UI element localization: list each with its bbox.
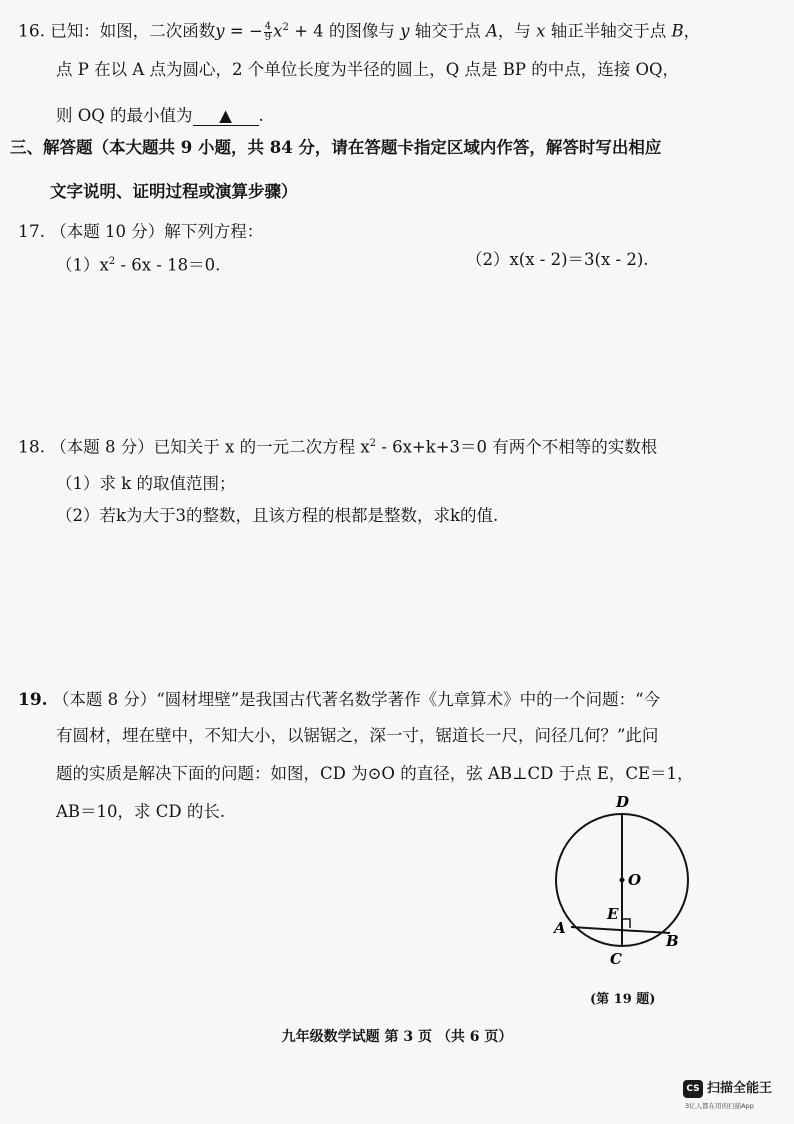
question-19-line-3: 题的实质是解决下面的问题：如图，CD 为⊙O 的直径，弦 AB⊥CD 于点 E，CE＝1， [56, 764, 694, 783]
q16-B: B [671, 21, 684, 41]
q19-text-l1: （本题 8 分）“圆材埋壁”是我国古代著名数学著作《九章算术》中的一个问题：“今 [52, 690, 661, 709]
question-19-line-2: 有圆材，埋在壁中，不知大小，以锯锯之，深一寸，锯道长一尺，问径几何？”此问 [56, 726, 659, 745]
chord-ab [571, 927, 670, 933]
scanner-watermark [683, 1080, 788, 1116]
q18-text-b: - 6x+k+3＝0 有两个不相等的实数根 [376, 437, 658, 457]
answer-blank[interactable] [193, 107, 259, 126]
question-16-line-1 [18, 16, 700, 44]
question-19-line-4: AB＝10，求 CD 的长. [56, 802, 226, 821]
q16-text-d: ，与 [497, 21, 537, 41]
q16-fn-eq: = − [224, 21, 263, 41]
label-d: D [616, 793, 630, 811]
label-b: B [666, 932, 679, 950]
q16-frac-num: 4 [264, 20, 272, 32]
q17-p1-b: - 6x - 18＝0. [115, 255, 221, 275]
right-angle-mark [622, 919, 630, 928]
q16-text: 已知：如图，二次函数 [50, 21, 216, 41]
q18-exp: 2 [369, 438, 377, 449]
q17-intro-text: （本题 10 分）解下列方程： [50, 222, 264, 241]
q17-p1-exp: 2 [108, 256, 116, 267]
center-dot [620, 878, 625, 883]
q16-fraction [264, 22, 272, 43]
q18-text-a: （本题 8 分）已知关于 x 的一元二次方程 x [50, 437, 370, 457]
label-e: E [607, 905, 619, 923]
question-17-part-1 [56, 250, 220, 278]
q16-fn-tail: + 4 [288, 21, 324, 41]
q16-text-l3: 则 OQ 的最小值为 [56, 106, 193, 125]
label-c: C [610, 950, 622, 968]
q16-fn-exp: 2 [282, 22, 289, 33]
question-18-part-1: （1）求 k 的取值范围； [56, 474, 236, 493]
q16-fn-x: x [273, 21, 283, 41]
figure-caption: (第 19 题) [590, 992, 656, 1007]
section-3-heading-line-1: 三、解答题（本大题共 9 小题，共 84 分，请在答题卡指定区域内作答，解答时写出相应 [10, 138, 662, 157]
page-footer: 九年级数学试题 第 3 页 （共 6 页） [281, 1029, 513, 1045]
section-3-heading-line-2: 文字说明、证明过程或演算步骤） [50, 182, 298, 201]
watermark-title: 扫描全能王 [707, 1081, 773, 1096]
question-19-number: 19. [18, 690, 48, 710]
q17-p1-a: （1）x [56, 255, 109, 275]
q16-fn-y: y [215, 21, 225, 41]
q16-x: x [536, 21, 546, 41]
q16-A: A [485, 21, 498, 41]
q16-text-e: 轴正半轴交于点 [545, 21, 672, 41]
question-18-line-1 [18, 432, 657, 460]
watermark-subtitle: 3亿人都在用的扫描App [685, 1102, 754, 1110]
label-a: A [554, 919, 566, 937]
q16-period: . [258, 106, 264, 125]
question-16-line-2: 点 P 在以 A 点为圆心，2 个单位长度为半径的圆上，Q 点是 BP 的中点，连接 OQ， [56, 60, 680, 79]
q16-text-f: ， [683, 21, 701, 41]
camscanner-logo-icon: CS [683, 1080, 703, 1098]
q16-y: y [400, 21, 410, 41]
q16-frac-den: 9 [264, 31, 272, 43]
circle-diagram [540, 788, 720, 1010]
question-19-line-1 [18, 688, 660, 712]
q16-text-b: 的图像与 [323, 21, 401, 41]
label-o: O [628, 871, 642, 889]
question-17-intro [18, 220, 263, 244]
question-16-line-3 [56, 104, 264, 128]
q16-text-c: 轴交于点 [409, 21, 486, 41]
blank-triangle-icon: ▲ [219, 106, 232, 125]
question-17-number: 17. [18, 222, 46, 242]
question-18-number: 18. [18, 437, 46, 458]
question-16-number: 16. [18, 21, 46, 42]
question-18-part-2: （2）若k为大于3的整数，且该方程的根都是整数，求k的值. [56, 506, 499, 525]
question-17-part-2: （2）x(x - 2)＝3(x - 2). [466, 250, 649, 269]
